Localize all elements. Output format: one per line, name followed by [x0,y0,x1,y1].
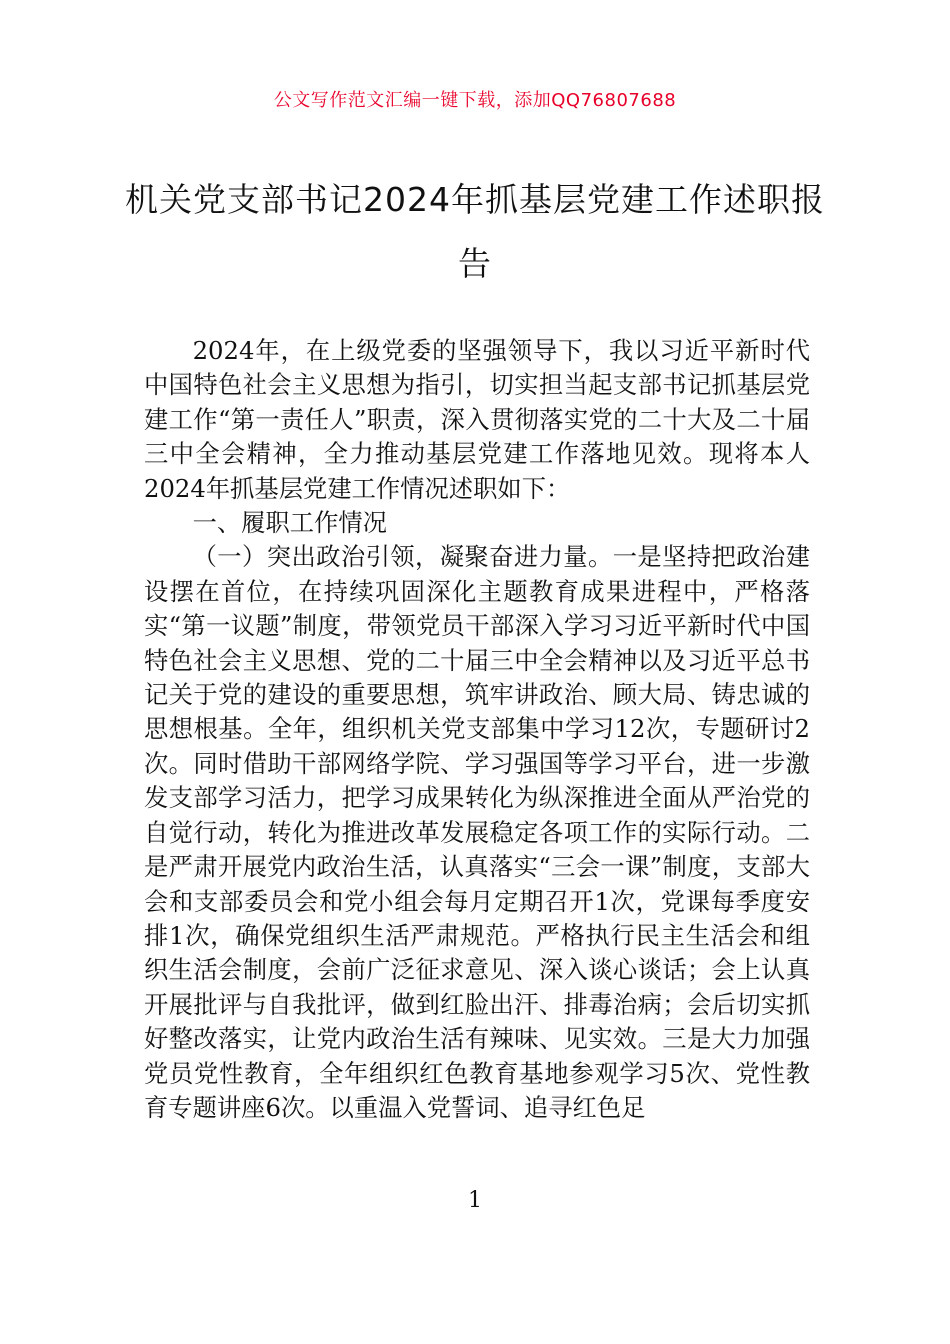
intro-paragraph: 2024年，在上级党委的坚强领导下，我以习近平新时代中国特色社会主义思想为指引，切实担当起支部书记抓基层党建工作“第一责任人”职责，深入贯彻落实党的二十大及二十届三中全会精神，全力推动基层党建工作落地见效。现将本人2024年抓基层党建工作情况述职如下： [144,336,810,503]
page-number: 1 [468,1188,482,1213]
body-paragraph: （一）突出政治引领，凝聚奋进力量。一是坚持把政治建设摆在首位，在持续巩固深化主题教育成果进程中，严格落实“第一议题”制度，带领党员干部深入学习习近平新时代中国特色社会主义思想、党的二十届三中全会精神以及习近平总书记关于党的建设的重要思想，筑牢讲政治、顾大局、铸忠诚的思想根基。全年，组织机关党支部集中学习12次，专题研讨2次。同时借助干部网络学院、学习强国等学习平台，进一步激发支部学习活力，把学习成果转化为纵深推进全面从严治党的自觉行动，转化为推进改革发展稳定各项工作的实际行动。二是严肃开展党内政治生活，认真落实“三会一课”制度，支部大会和支部委员会和党小组会每月定期召开1次，党课每季度安排1次，确保党组织生活严肃规范。严格执行民主生活会和组织生活会制度，会前广泛征求意见、深入谈心谈话；会上认真开展批评与自我批评，做到红脸出汗、排毒治病；会后切实抓好整改落实，让党内政治生活有辣味、见实效。三是大力加强党员党性教育，全年组织红色教育基地参观学习5次、党性教育专题讲座6次。以重温入党誓词、追寻红色足 [144,542,810,1122]
download-banner: 公文写作范文汇编一键下载，添加QQ76807688 [273,90,677,111]
section-heading: 一、履职工作情况 [192,508,387,538]
body-text [144,334,810,1125]
page-title: 机关党支部书记2024年抓基层党建工作述职报告 [125,180,825,283]
